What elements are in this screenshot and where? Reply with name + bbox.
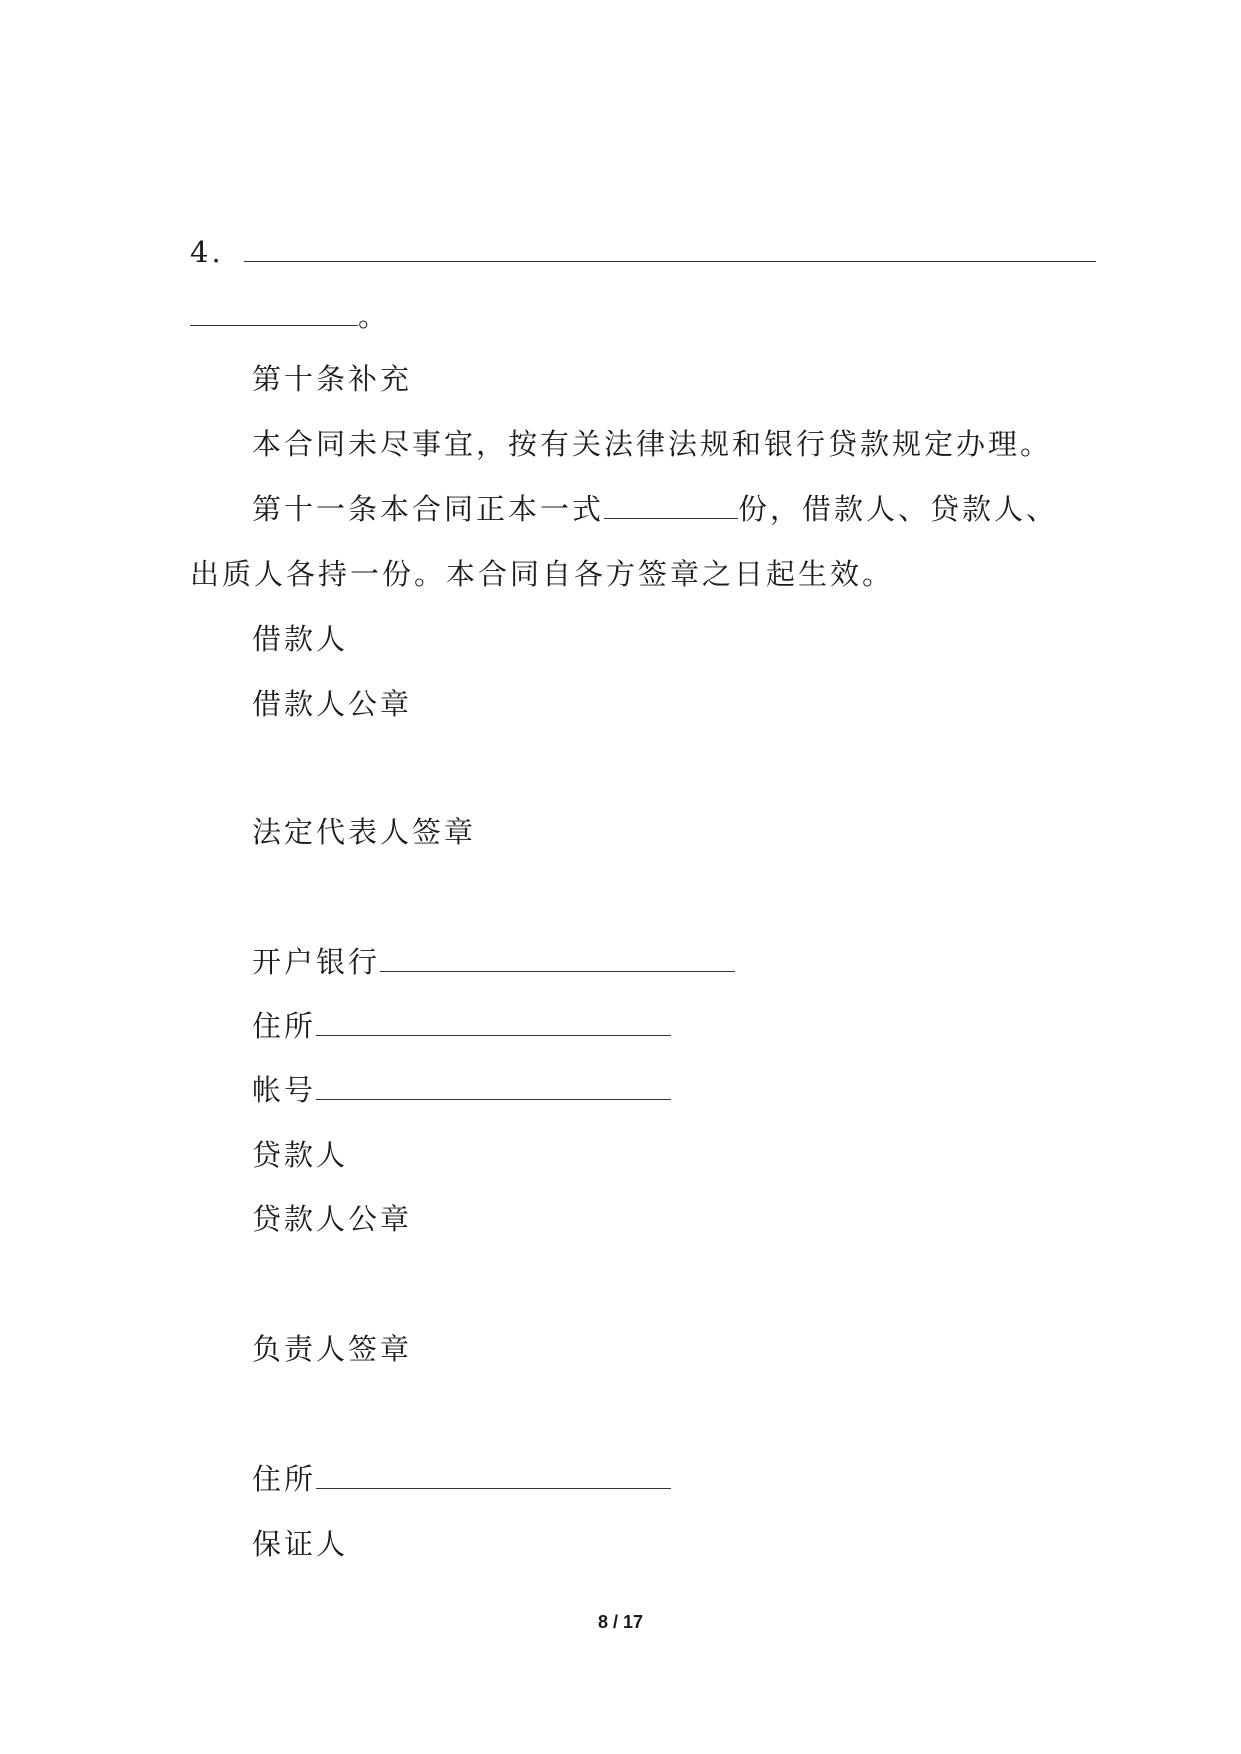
account-blank <box>316 1099 671 1100</box>
bank-label: 开户银行 <box>252 945 381 979</box>
item-4-end: 。 <box>358 299 391 333</box>
article-10-title: 第十条补充 <box>252 362 413 396</box>
article-11-prefix: 第十一条本合同正本一式 <box>252 492 605 526</box>
article-11-suffix: 份，借款人、贷款人、 <box>738 492 1059 526</box>
article-10-body: 本合同未尽事宜，按有关法律法规和银行贷款规定办理。 <box>252 427 1053 461</box>
guarantor-label: 保证人 <box>252 1527 349 1561</box>
address-line-2 <box>252 1462 671 1496</box>
address-blank-2 <box>316 1488 671 1489</box>
item-4-line-1 <box>190 235 1096 269</box>
lender-label: 贷款人 <box>252 1138 349 1172</box>
address-line-1 <box>252 1009 671 1043</box>
borrower-seal-label: 借款人公章 <box>252 687 413 721</box>
address-blank-1 <box>316 1035 671 1036</box>
bank-line <box>252 945 735 979</box>
address-label-2: 住所 <box>252 1462 317 1496</box>
lender-seal-label: 贷款人公章 <box>252 1202 413 1236</box>
item-4-number: 4. <box>190 235 224 269</box>
legal-rep-sign-label: 法定代表人签章 <box>252 815 477 849</box>
article-11-line-1 <box>252 492 1059 526</box>
responsible-sign-label: 负责人签章 <box>252 1332 413 1366</box>
copies-blank <box>604 518 738 519</box>
account-label: 帐号 <box>252 1073 317 1107</box>
item-4-blank-1 <box>244 261 1096 262</box>
item-4-blank-2 <box>190 325 358 326</box>
account-line <box>252 1073 671 1107</box>
page-number: 8 / 17 <box>597 1612 644 1632</box>
article-11-line-2: 出质人各持一份。本合同自各方签章之日起生效。 <box>190 557 895 591</box>
item-4-line-2 <box>190 299 391 333</box>
borrower-label: 借款人 <box>252 622 349 656</box>
bank-blank <box>380 971 735 972</box>
address-label-1: 住所 <box>252 1009 317 1043</box>
